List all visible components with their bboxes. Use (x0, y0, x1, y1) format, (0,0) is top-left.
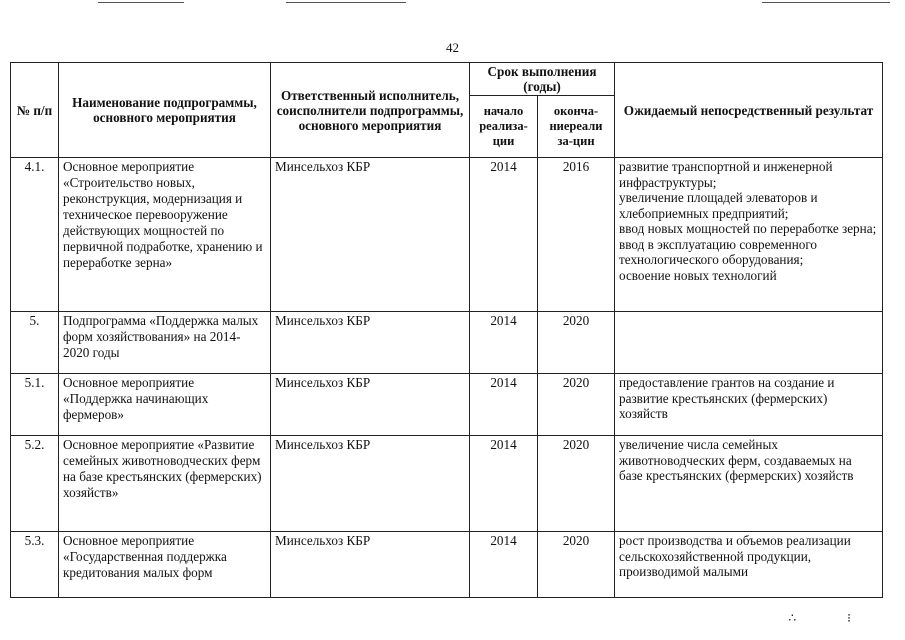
row-num: 5.3. (11, 532, 59, 598)
row-executor: Минсельхоз КБР (271, 158, 470, 312)
row-start-year: 2014 (470, 532, 538, 598)
row-name: Основное мероприятие «Поддержка начинающих фермеров» (59, 374, 271, 436)
row-num: 4.1. (11, 158, 59, 312)
scan-artifact-line (286, 2, 406, 3)
row-end-year: 2020 (538, 312, 615, 374)
header-term: Срок выполнения (годы) (470, 63, 615, 96)
row-start-year: 2014 (470, 374, 538, 436)
program-table (10, 62, 883, 598)
row-name: Основное мероприятие «Строительство новых, реконструкция, модернизация и техническое перевооружение действующих мощностей по первичной подработке, хранению и переработке зерна» (59, 158, 271, 312)
row-executor: Минсельхоз КБР (271, 312, 470, 374)
page-number: 42 (446, 40, 459, 55)
row-name: Основное мероприятие «Государственная поддержка кредитования малых форм (59, 532, 271, 598)
header-name: Наименование подпрограммы, основного мероприятия (59, 63, 271, 158)
table-row (11, 374, 883, 436)
table-row (11, 158, 883, 312)
row-executor: Минсельхоз КБР (271, 532, 470, 598)
row-executor: Минсельхоз КБР (271, 436, 470, 532)
row-result: рост производства и объемов реализации сельскохозяйственной продукции, производимой малыми (615, 532, 883, 598)
row-start-year: 2014 (470, 158, 538, 312)
header-num: № п/п (11, 63, 59, 158)
table-row (11, 312, 883, 374)
row-num: 5.1. (11, 374, 59, 436)
row-end-year: 2020 (538, 532, 615, 598)
row-start-year: 2014 (470, 312, 538, 374)
row-start-year: 2014 (470, 436, 538, 532)
row-num: 5. (11, 312, 59, 374)
row-num: 5.2. (11, 436, 59, 532)
row-end-year: 2020 (538, 374, 615, 436)
row-end-year: 2020 (538, 436, 615, 532)
header-executor: Ответственный исполнитель, соисполнители подпрограммы, основного мероприятия (271, 63, 470, 158)
scan-artifact-line (762, 2, 890, 3)
header-result: Ожидаемый непосредственный результат (615, 63, 883, 158)
row-executor: Минсельхоз КБР (271, 374, 470, 436)
row-result (615, 312, 883, 374)
row-result: предоставление грантов на создание и развитие крестьянских (фермерских) хозяйств (615, 374, 883, 436)
scan-artifact-line (98, 2, 184, 3)
row-name: Основное мероприятие «Развитие семейных животноводческих ферм на базе крестьянских (фермерских) хозяйств» (59, 436, 271, 532)
row-end-year: 2016 (538, 158, 615, 312)
row-name: Подпрограмма «Поддержка малых форм хозяйствования» на 2014-2020 годы (59, 312, 271, 374)
row-result: развитие транспортной и инженерной инфраструктуры; увеличение площадей элеваторов и хлебоприемных предприятий; ввод новых мощностей по переработке зерна; ввод в эксплуатацию современного технологического оборудования; освоение новых технологий (615, 158, 883, 312)
table-row (11, 436, 883, 532)
header-end: оконча-ниереали за-цин (538, 96, 615, 158)
header-start: начало реализа-ции (470, 96, 538, 158)
table-row (11, 532, 883, 598)
scan-artifact-marks: ∴ ⁝ (788, 611, 875, 625)
row-result: увеличение числа семейных животноводческих ферм, создаваемых на базе крестьянских (фермерских) хозяйств (615, 436, 883, 532)
